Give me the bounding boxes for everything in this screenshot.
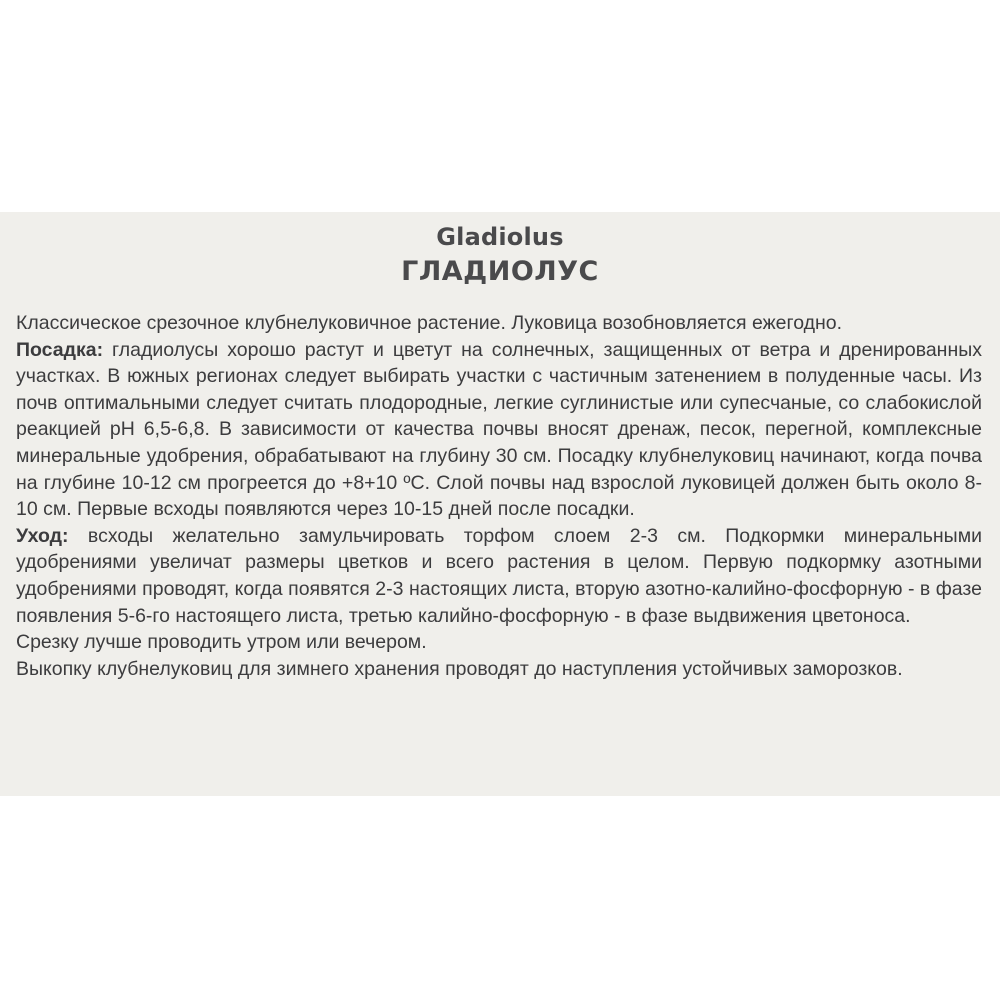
- care-text: всходы желательно замульчировать торфом слоем 2-3 см. Подкормки минеральными удобрениями увеличат размеры цветков и всего растения в целом. Первую подкормку азотными удобрениями проводят, когда появятся 2-3 настоящих листа, вторую азотно-калийно-фосфорную - в фазе появления 5-6-го настоящего листа, третью калийно-фосфорную - в фазе выдвижения цветоноса.: [16, 524, 982, 627]
- care-label: Уход:: [16, 524, 69, 547]
- planting-paragraph: [16, 337, 982, 523]
- latin-name: Gladiolus: [436, 223, 564, 251]
- title-block: [0, 220, 1000, 290]
- label-card: [0, 212, 1000, 796]
- planting-label: Посадка:: [16, 338, 104, 361]
- cutting-paragraph: Срезку лучше проводить утром или вечером.: [16, 631, 427, 654]
- russian-name: ГЛАДИОЛУС: [401, 256, 599, 287]
- digging-paragraph: Выкопку клубнелуковиц для зимнего хранения проводят до наступления устойчивых заморозков.: [16, 657, 903, 680]
- description-body: [16, 310, 982, 682]
- intro-paragraph: Классическое срезочное клубнелуковичное растение. Луковица возобновляется ежегодно.: [16, 312, 843, 334]
- planting-text: гладиолусы хорошо растут и цветут на солнечных, защищенных от ветра и дренированных участках. В южных регионах следует выбирать участки с частичным затенением в полуденные часы. Из почв оптимальными следует считать плодородные, легкие суглинистые или супесчаные, со слабокислой реакцией pH 6,5-6,8. В зависимости от качества почвы вносят дренаж, песок, перегной, комплексные минеральные удобрения, обрабатывают на глубину 30 см. Посадку клубнелуковиц начинают, когда почва на глубине 10-12 см прогреется до +8+10 ºС. Слой почвы над взрослой луковицей должен быть около 8-10 см. Первые всходы появляются через 10-15 дней после посадки.: [16, 338, 982, 521]
- care-paragraph: [16, 523, 982, 629]
